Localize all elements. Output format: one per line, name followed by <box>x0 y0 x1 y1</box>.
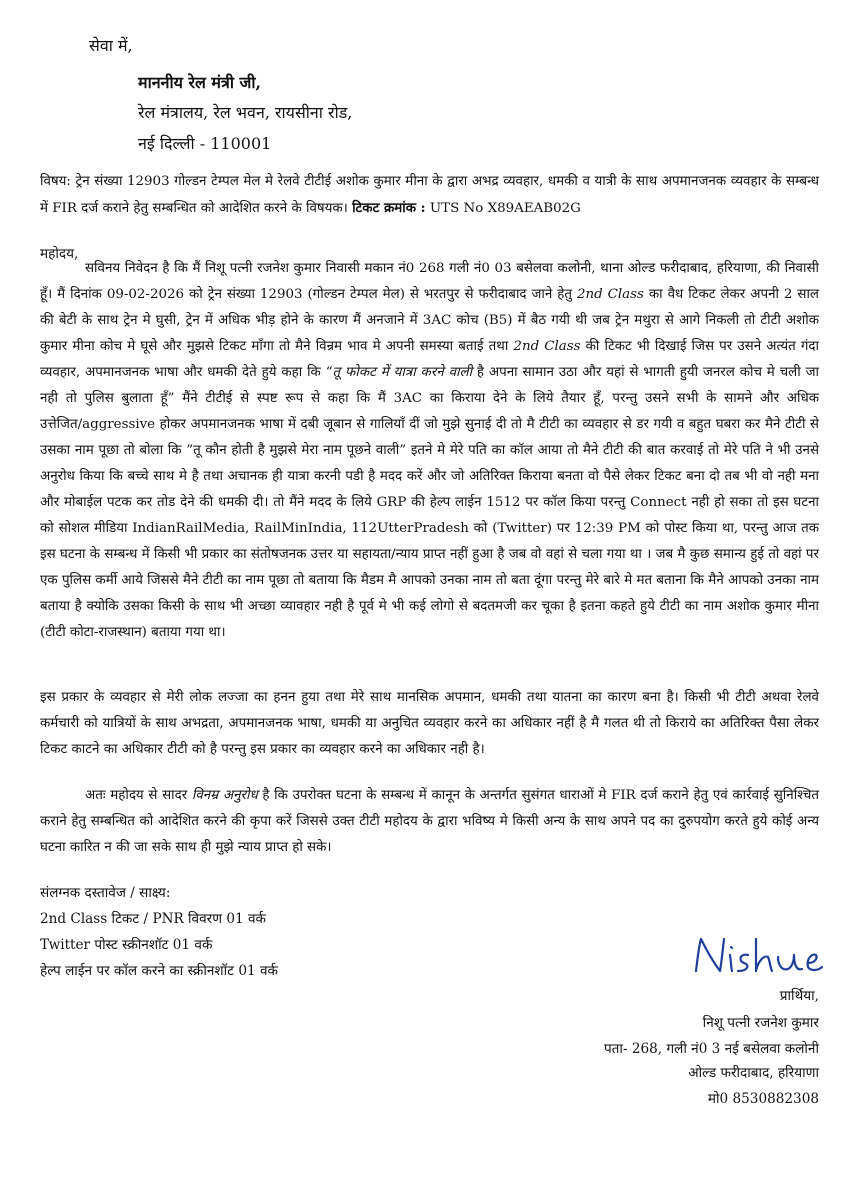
request-phrase: विनम्र अनुरोध <box>191 788 258 803</box>
para3-part-b: है कि उपरोक्त घटना के सम्बन्ध में कानून के अन्तर्गत सुसंगत धाराओं मे FIR दर्ज कराने हेतु एवं कार्रवाई सुनिश्चित कराने हेतु सम्बन्धित को आदेशित करने की कृपा करें जिससे उक्त टीटी महोदय के द्वारा भविष्य मे किसी अन्य के साथ अपने पद का दुरुपयोग करते हुये कोई अन्य घटना कारित न की जा सके साथ ही मुझे न्याय प्राप्त हो सके। <box>40 788 819 855</box>
body-paragraph-1 <box>40 256 819 646</box>
class-mention-2: 2nd Class <box>513 339 581 354</box>
enclosure-item: हेल्प लाईन पर कॉल करने का स्क्रीनशॉट 01 वर्क <box>40 963 278 979</box>
quoted-remark: तू फोकट में यात्रा करने वाली <box>332 365 473 380</box>
sender-address-line-2: ओल्ड फरीदाबाद, हरियाणा <box>688 1065 819 1081</box>
enclosure-item: 2nd Class टिकट / PNR विवरण 01 वर्क <box>40 911 266 927</box>
para1-part-c: की टिकट भी दिखाई जिस पर उसने अत्यंत गंदा व्यवहार, अपमानजनक भाषा और धमकी देते हुये कहा कि “ <box>40 339 819 380</box>
closing-label: प्रार्थिया, <box>779 988 819 1004</box>
para1-part-d: है अपना सामान उठा और यहां से भागती हुयी जनरल कोच मे चली जा नही तो पुलिस बुलाता हूँ” मैंने टीटीई से स्पष्ट रूप से कहा कि मैं 3AC का किराया देने के लिये तैयार हूँ, परन्तु उसने सभी के सामने और अधिक उत्तेजित/aggressive होकर अपमानजनक भाषा में दबी जूबान से गालियाँ दीं जो मुझे सुनाई दी तो मै टीटी का व्यवहार से डर गयी व बहुत घबरा कर मैने टीटी से उसका नाम पूछा तो बोला कि ”तू कौन होती है मुझसे मेरा नाम पूछने वाली” इतने मे मेरे पति का कॉल आया तो मैने टीटी की बात करवाई तो मेरे पति ने भी उनसे अनुरोध किया कि बच्चे साथ मे है तथा अचानक ही यात्रा करनी पडी है मदद करें और जो अतिरिक्त किराया बनता वो पैसे लेकर टिकट बना दो तब भी वो नही मना और मोबाईल पटक कर तोड देने की धमकी दी। तो मैंने मदद के लिये GRP की हेल्प लाईन 1512 पर कॉल किया परन्तु Connect नही हो सका तो इस घटना को सोशल मीडिया IndianRailMedia, RailMinIndia, 112UtterPradesh को (Twitter) पर 12:39 PM को पोस्ट किया था, परन्तु आज तक इस घटना के सम्बन्ध में किसी भी प्रकार का संतोषजनक उत्तर या सहायता/न्याय प्राप्त नहीं हुआ है जब वो वहां से चला गया था । जब मै कुछ समान्य हुई तो वहां पर एक पुलिस कर्मी आये जिससे मैने टीटी का नाम पूछा तो बताया कि मैडम मै आपको उनका नाम तो बता दूंगा परन्तु मेरे बारे मे मत बताना कि मैने आपको उनका नाम बताया है क्योकि उसका किसी के साथ भी अच्छा व्यावहार नही है पूर्व मे भी कई लोगो से बदतमजी कर चूका है इतना कहते हुये टीटी का नाम अशोक कुमार मीना (टीटी कोटा-राजस्थान) बताया गया था। <box>40 365 819 640</box>
body-paragraph-2 <box>40 685 819 763</box>
enclosure-item: Twitter पोस्ट स्क्रीनशॉट 01 वर्क <box>40 937 213 953</box>
enclosures-heading: संलग्नक दस्तावेज / साक्ष्य: <box>40 885 171 901</box>
recipient-office: रेल मंत्रालय, रेल भवन, रायसीना रोड, <box>138 103 353 122</box>
ticket-number: UTS No X89AEAB02G <box>429 201 581 216</box>
class-mention-1: 2nd Class <box>576 287 644 302</box>
handwritten-signature <box>690 933 825 979</box>
recipient-city: नई दिल्ली - 110001 <box>138 134 272 153</box>
salutation: सेवा में, <box>89 36 133 55</box>
sender-phone: मो0 8530882308 <box>707 1091 819 1107</box>
subject <box>40 169 819 222</box>
sender-name: निशू पत्नी रजनेश कुमार <box>702 1015 819 1031</box>
subject-text: विषय: ट्रेन संख्या 12903 गोल्डन टेम्पल मेल मे रेलवे टीटीई अशोक कुमार मीना के द्वारा अभद्र व्यवहार, धमकी व यात्री के साथ अपमानजनक व्यवहार के सम्बन्ध में FIR दर्ज कराने हेतु सम्बन्धित को आदेशित करने के विषयक। <box>40 174 819 216</box>
para1-part-a: सविनय निवेदन है कि मैं निशू पत्नी रजनेश कुमार निवासी मकान नं0 268 गली नं0 03 बसेलवा कलोनी, थाना ओल्ड फरीदाबाद, हरियाणा, की निवासी हूँ। मैं दिनांक 09-02-2026 को ट्रेन संख्या 12903 (गोल्डन टेम्पल मेल) से भरतपुर से फरीदाबाद जाने हेतु <box>40 261 819 302</box>
para1-part-b: का वैध टिकट लेकर अपनी 2 साल की बेटी के साथ ट्रेन मे घुसी, ट्रेन में अधिक भीड़ होने के कारण मैं अनजाने में 3AC कोच (B5) में बैठ गयी थी जब ट्रेन मथुरा से आगे निकली तो टीटी अशोक कुमार मीना कोच मे घूसे और मुझसे टिकट माँगा तो मैने विन्रम भाव मे अपनी समस्या बताई तथा <box>40 287 820 354</box>
para3-part-a: अतः महोदय से सादर <box>85 788 188 803</box>
recipient: माननीय रेल मंत्री जी, <box>138 73 262 92</box>
greeting: महोदय, <box>40 246 79 262</box>
para2-text: इस प्रकार के व्यवहार से मेरी लोक लज्जा का हनन हुया तथा मेरे साथ मानसिक अपमान, धमकी तथा यातना का कारण बना है। किसी भी टीटी अथवा रेलवे कर्मचारी को यात्रियों के साथ अभद्रता, अपमानजनक भाषा, धमकी या अनुचित व्यवहार करने का अधिकार नहीं है मै गलत थी तो किराये का अतिरिक्त पैसा लेकर टिकट काटने का अधिकार टीटी को है परन्तु इस प्रकार का व्यवहार करने का अधिकार नही है। <box>40 690 819 757</box>
sender-address-line-1: पता- 268, गली नं0 3 नई बसेलवा कलोनी <box>603 1041 819 1057</box>
body-paragraph-3 <box>40 783 819 861</box>
enclosures <box>40 880 278 984</box>
ticket-label: टिकट क्रमांक : <box>352 200 426 216</box>
